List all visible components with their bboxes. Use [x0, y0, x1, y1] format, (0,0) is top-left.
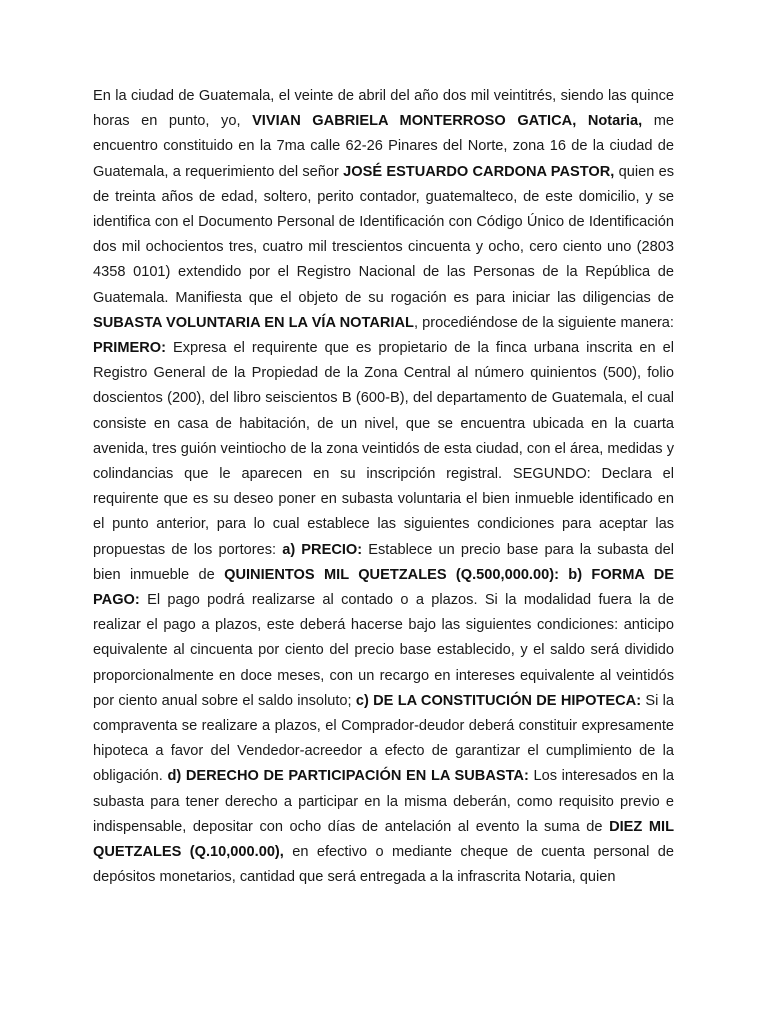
procedure-title: SUBASTA VOLUNTARIA EN LA VÍA NOTARIAL — [93, 314, 414, 331]
deposit-amount: DIEZ MIL QUETZALES (Q.10,000.00), — [93, 818, 674, 861]
document-page — [93, 84, 674, 891]
clause-heading-participacion: d) DERECHO DE PARTICIPACIÓN EN LA SUBASTA: — [167, 768, 529, 785]
clause-heading-precio: a) PRECIO: — [282, 541, 363, 558]
text-segment: quien es de treinta años de edad, soltero, perito contador, guatemalteco, de este domicilio, y se identifica con el Documento Personal de Identificación con Código Único de Identificación dos mil ochocientos tres, cuatro mil trescientos cincuenta y ocho, cero ciento uno (2803 4358 0101) extendido por el Registro Nacional de las Personas de la República de Guatemala. Manifiesta que el objeto de su rogación es para iniciar las diligencias de — [93, 163, 674, 306]
notary-name: VIVIAN GABRIELA MONTERROSO GATICA, Notaria, — [252, 113, 643, 130]
text-segment: , procediéndose de la siguiente manera: — [413, 314, 674, 331]
text-segment: Si la compraventa se realizare a plazos, el Comprador-deudor deberá constituir expresamente hipoteca a favor del Vendedor-acreedor a efecto de garantizar el cumplimiento de la obligación. — [93, 692, 675, 785]
text-segment: Los interesados en la subasta para tener derecho a participar en la misma deberán, como requisito previo e indispensable, depositar con ocho días de antelación al evento la suma de — [93, 768, 674, 835]
text-segment: me encuentro constituido en la 7ma calle 62-26 Pinares del Norte, zona 16 de la ciudad de Guatemala, a requerimiento del señor — [93, 113, 675, 180]
clause-heading-hipoteca: c) DE LA CONSTITUCIÓN DE HIPOTECA: — [355, 692, 642, 709]
clause-heading-forma-de-pago: QUINIENTOS MIL QUETZALES (Q.500,000.00): b) FORMA DE PAGO: — [93, 566, 674, 609]
requester-name: JOSÉ ESTUARDO CARDONA PASTOR, — [343, 163, 615, 180]
clause-heading-primero: PRIMERO: — [93, 340, 166, 357]
text-segment: El pago podrá realizarse al contado o a plazos. Si la modalidad fuera la de realizar el pago a plazos, este deberá hacerse bajo las siguientes condiciones: anticipo equivalente al cincuenta por ciento del precio base establecido, y el saldo será dividido proporcionalmente en doce meses, con un recargo en intereses equivalente al veintidós por ciento anual sobre el saldo insoluto; — [93, 592, 674, 709]
text-segment: Establece un precio base para la subasta del bien inmueble de — [93, 541, 675, 583]
text-segment: Expresa el requirente que es propietario de la finca urbana inscrita en el Registro General de la Propiedad de la Zona Central al número quinientos (500), folio doscientos (200), del libro seiscientos B (600-B), del departamento de Guatemala, el cual consiste en casa de habitación, de un nivel, que se encuentra ubicada en la cuarta avenida, tres guión veintiocho de la zona veintidós de esta ciudad, con el área, medidas y colindancias que le aparecen en su inscripción registral. SEGUNDO: Declara el requirente que es su deseo poner en subasta voluntaria el bien inmueble identificado en el punto anterior, para lo cual establece las siguientes condiciones para aceptar las propuestas de los portores: — [93, 340, 674, 558]
document-paragraph — [93, 84, 674, 891]
text-segment: en efectivo o mediante cheque de cuenta personal de depósitos monetarios, cantidad que será entregada a la infrascrita Notaria, quien — [93, 844, 674, 886]
text-segment: En la ciudad de Guatemala, el veinte de abril del año dos mil veintitrés, siendo las quince horas en punto, yo, — [93, 88, 674, 130]
